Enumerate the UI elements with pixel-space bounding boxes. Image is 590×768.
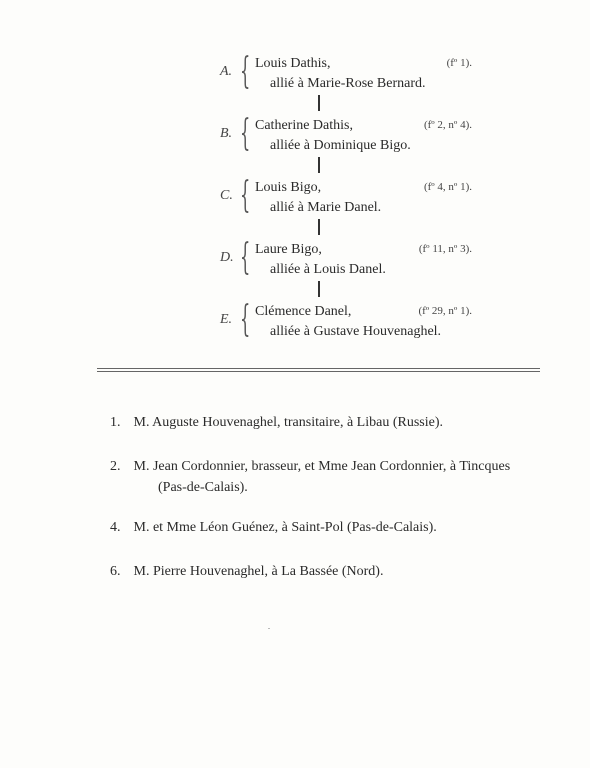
note-item bbox=[110, 561, 550, 582]
brace-icon: { bbox=[240, 113, 251, 154]
brace-icon: { bbox=[240, 237, 251, 278]
genealogy-entry-d bbox=[200, 237, 490, 284]
note-item bbox=[110, 517, 550, 538]
entry-reference: (fº 29, nº 1). bbox=[418, 305, 472, 317]
entry-alliance: allié à Marie-Rose Bernard. bbox=[270, 76, 426, 91]
note-number: 6. bbox=[110, 564, 121, 579]
brace-icon: { bbox=[240, 51, 251, 92]
note-item bbox=[110, 456, 550, 498]
genealogy-entry-a bbox=[200, 51, 490, 98]
entry-reference: (fº 4, nº 1). bbox=[423, 181, 472, 193]
entry-reference: (fº 2, nº 4). bbox=[423, 119, 472, 131]
entry-name: Louis Bigo, bbox=[255, 180, 322, 195]
divider-rule bbox=[97, 371, 540, 372]
paper-speck bbox=[268, 628, 270, 629]
entry-letter: E. bbox=[220, 312, 233, 327]
entry-alliance: alliée à Gustave Houvenaghel. bbox=[270, 324, 442, 339]
entry-alliance: alliée à Louis Danel. bbox=[270, 262, 386, 277]
lineage-connector bbox=[318, 281, 320, 297]
brace-icon: { bbox=[240, 299, 251, 340]
entry-name: Laure Bigo, bbox=[255, 242, 322, 257]
genealogy-entry-b bbox=[200, 113, 490, 160]
entry-name: Clémence Danel, bbox=[255, 304, 352, 319]
entry-reference: (fº 1). bbox=[446, 57, 472, 69]
note-number: 1. bbox=[110, 415, 121, 430]
genealogy-entry-c bbox=[200, 175, 490, 222]
entry-letter: D. bbox=[220, 250, 234, 265]
entry-alliance: alliée à Dominique Bigo. bbox=[270, 138, 411, 153]
note-text: M. et Mme Léon Guénez, à Saint-Pol (Pas-de-Calais). bbox=[133, 520, 437, 535]
entry-alliance: allié à Marie Danel. bbox=[270, 200, 382, 215]
note-text: M. Pierre Houvenaghel, à La Bassée (Nord). bbox=[133, 564, 384, 579]
brace-icon: { bbox=[240, 175, 251, 216]
genealogy-entry-e bbox=[200, 299, 490, 346]
entry-name: Catherine Dathis, bbox=[255, 118, 353, 133]
divider-rule bbox=[97, 368, 540, 369]
note-number: 4. bbox=[110, 520, 121, 535]
lineage-connector bbox=[318, 95, 320, 111]
note-number: 2. bbox=[110, 459, 121, 474]
note-text: M. Auguste Houvenaghel, transitaire, à Libau (Russie). bbox=[133, 415, 443, 430]
entry-letter: A. bbox=[220, 64, 233, 79]
entry-reference: (fº 11, nº 3). bbox=[418, 243, 472, 255]
entry-letter: C. bbox=[220, 188, 233, 203]
lineage-connector bbox=[318, 219, 320, 235]
note-item bbox=[110, 412, 550, 433]
entry-name: Louis Dathis, bbox=[255, 56, 331, 71]
note-text: M. Jean Cordonnier, brasseur, et Mme Jean Cordonnier, à Tincques bbox=[133, 459, 511, 474]
note-continuation: (Pas-de-Calais). bbox=[158, 480, 248, 495]
entry-letter: B. bbox=[220, 126, 233, 141]
lineage-connector bbox=[318, 157, 320, 173]
